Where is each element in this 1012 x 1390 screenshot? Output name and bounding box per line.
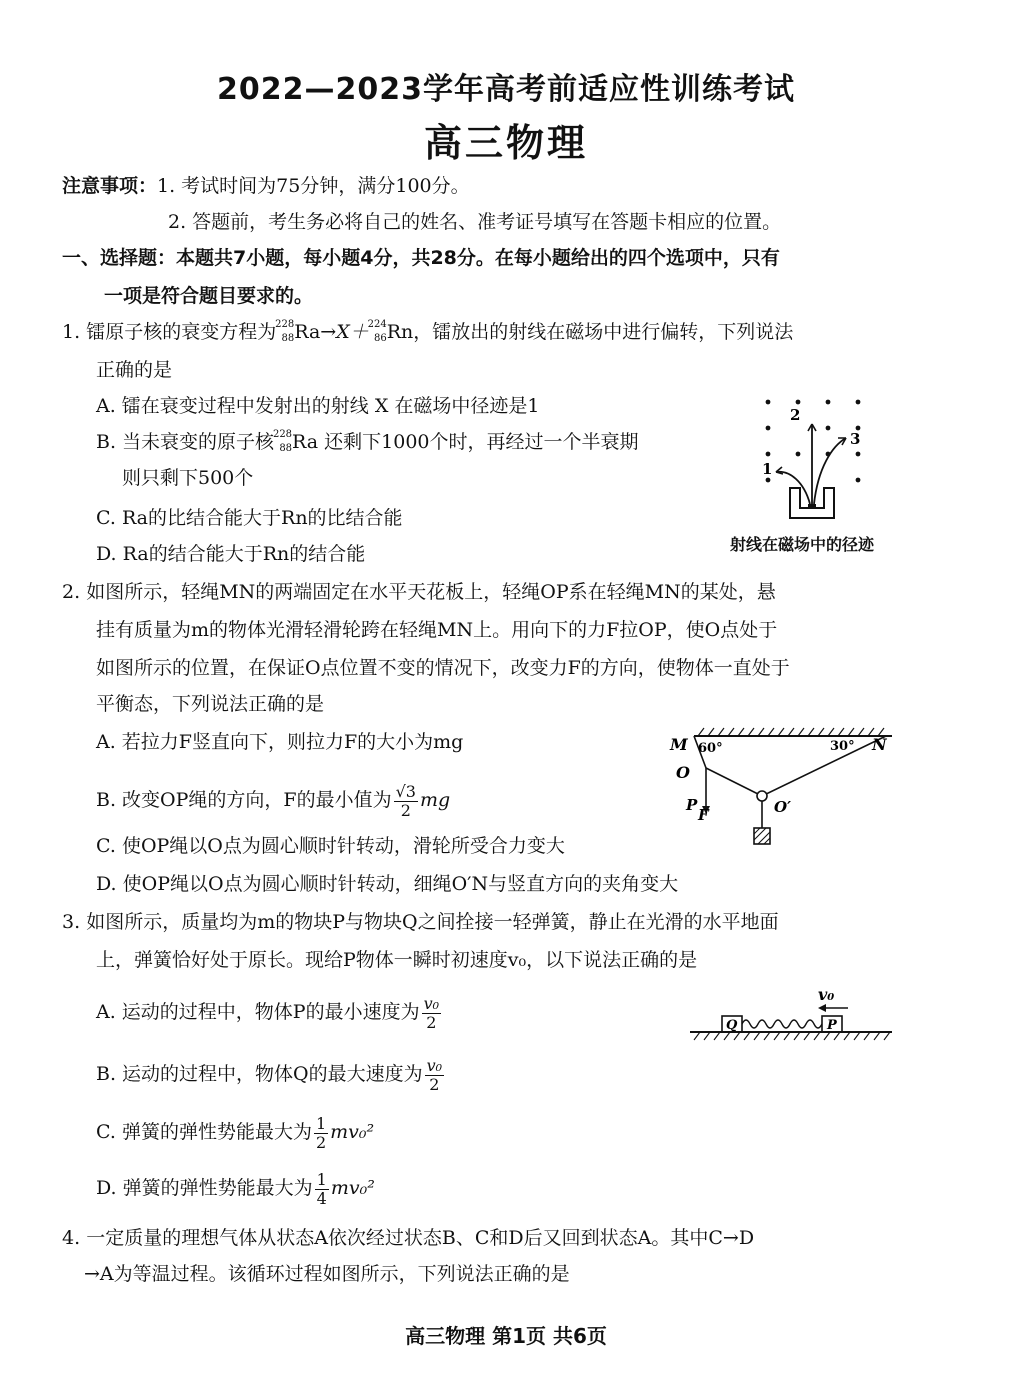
q1-option-d: D. Ra的结合能大于Rn的结合能 <box>96 543 366 565</box>
track-3 <box>814 438 846 504</box>
q1-stem-line-1 <box>62 320 793 344</box>
notes-label: 注意事项： <box>62 175 158 197</box>
q1-stem-a: 镭原子核的衰变方程为 <box>86 321 277 343</box>
q3-option-d: D. 弹簧的弹性势能最大为 $\frac{1}{4}$ mv₀² <box>96 1169 375 1208</box>
q2-option-c: C. 使OP绳以O点为圆心顺时针转动，滑轮所受合力变大 <box>96 835 565 857</box>
q3-stem-line-2: 上，弹簧恰好处于原长。现给P物体一瞬时初速度v₀，以下说法正确的是 <box>96 949 698 971</box>
q2-option-a: A. 若拉力F竖直向下，则拉力F的大小为mg <box>96 731 464 753</box>
label-M: M <box>670 735 688 754</box>
q3-stem-line-1: 3. 如图所示，质量均为m的物块P与物块Q之间拴接一轻弹簧，静止在光滑的水平地面 <box>62 911 779 933</box>
label-angle-30: 30° <box>830 739 855 754</box>
track-label-3: 3 <box>850 430 861 448</box>
label-Q: Q <box>726 1018 738 1033</box>
q2-stem-line-3: 如图所示的位置，在保证O点位置不变的情况下，改变力F的方向，使物体一直处于 <box>96 657 790 679</box>
q4-stem-line-2: →A为等温过程。该循环过程如图所示，下列说法正确的是 <box>84 1263 570 1285</box>
q3-option-c: C. 弹簧的弹性势能最大为 $\frac{1}{2}$ mv₀² <box>96 1113 375 1152</box>
ground-hatch <box>694 1032 890 1040</box>
q1-arrow-x: →X＋ <box>320 321 369 343</box>
q2-option-b: B. 改变OP绳的方向，F的最小值为 $\frac{√3}{2}$ mg <box>96 781 451 820</box>
radiation-source <box>808 504 816 509</box>
label-O: O <box>676 763 690 782</box>
q2-stem-line-4: 平衡态，下列说法正确的是 <box>96 693 325 715</box>
q1-stem-line-2: 正确的是 <box>96 359 173 381</box>
label-angle-60: 60° <box>698 741 723 756</box>
ra-isotope: 228 88 <box>275 319 295 344</box>
track-label-2: 2 <box>790 406 801 424</box>
q2-option-d: D. 使OP绳以O点为圆心顺时针转动，细绳O′N与竖直方向的夹角变大 <box>96 873 679 895</box>
magnetic-field-dots <box>766 400 861 483</box>
label-O-prime: O′ <box>774 798 792 816</box>
q1-number: 1. <box>62 321 81 343</box>
label-P: P <box>686 796 698 814</box>
ra-symbol: Ra <box>294 321 321 343</box>
q1-figure-caption: 射线在磁场中的径迹 <box>730 535 875 554</box>
q2-stem-line-1: 2. 如图所示，轻绳MN的两端固定在水平天花板上，轻绳OP系在轻绳MN的某处，悬 <box>62 581 776 603</box>
label-P-block: P <box>827 1018 837 1033</box>
hanging-mass <box>754 828 770 844</box>
q3-option-b: B. 运动的过程中，物体Q的最大速度为 $\frac{\text{v₀}}{2}$ <box>96 1055 443 1094</box>
rope-O-pulley <box>706 768 762 796</box>
notes-line-1 <box>62 174 470 198</box>
q1-stem-b: ，镭放出的射线在磁场中进行偏转，下列说法 <box>413 321 794 343</box>
q2-option-b-fraction: $\frac{√3}{2}$ <box>395 781 416 820</box>
rope-pulley-N <box>762 736 886 796</box>
q4-stem-line-1: 4. 一定质量的理想气体从状态A依次经过状态B、C和D后又回到状态A。其中C→D <box>62 1227 755 1249</box>
rn-isotope: 224 86 <box>367 319 387 344</box>
notes-item-2: 2. 答题前，考生务必将自己的姓名、准考证号填写在答题卡相应的位置。 <box>168 211 782 233</box>
ceiling-hatch <box>698 728 884 736</box>
subject-title: 高三物理 <box>423 121 588 165</box>
label-N: N <box>872 735 887 754</box>
track-label-1: 1 <box>762 460 773 478</box>
section-heading-line-1: 一、选择题：本题共7小题，每小题4分，共28分。在每小题给出的四个选项中，只有 <box>62 247 780 269</box>
ra-isotope-b: 228 88 <box>272 429 293 454</box>
velocity-arrow <box>818 1004 826 1012</box>
q2-pulley-figure <box>664 722 896 852</box>
q1-option-b: B. 当未衰变的原子核 228 88 Ra 还剩下1000个时，再经过一个半衰期 <box>96 429 639 454</box>
q1-option-c: C. Ra的比结合能大于Rn的比结合能 <box>96 507 403 529</box>
spring <box>742 1020 822 1028</box>
rn-symbol: Rn <box>386 321 414 343</box>
q1-option-a: A. 镭在衰变过程中发射出的射线 X 在磁场中径迹是1 <box>96 395 540 417</box>
label-F: F <box>698 806 709 824</box>
page-footer: 高三物理 第1页 共6页 <box>405 1324 607 1348</box>
pulley <box>757 791 767 801</box>
q3-spring-figure <box>686 982 896 1044</box>
section-heading-line-2: 一项是符合题目要求的。 <box>104 285 314 307</box>
q2-stem-line-2: 挂有质量为m的物体光滑轻滑轮跨在轻绳MN上。用向下的力F拉OP，使O点处于 <box>96 619 778 641</box>
notes-item-1: 1. 考试时间为75分钟，满分100分。 <box>157 175 470 197</box>
label-v0: v₀ <box>818 985 835 1004</box>
q3-option-a: A. 运动的过程中，物体P的最小速度为 $\frac{\text{v₀}}{2}$ <box>96 993 440 1032</box>
exam-title: 2022—2023学年高考前适应性训练考试 <box>217 72 795 107</box>
q1-radiation-figure <box>748 392 878 532</box>
q1-option-b-line-2: 则只剩下500个 <box>122 467 254 489</box>
